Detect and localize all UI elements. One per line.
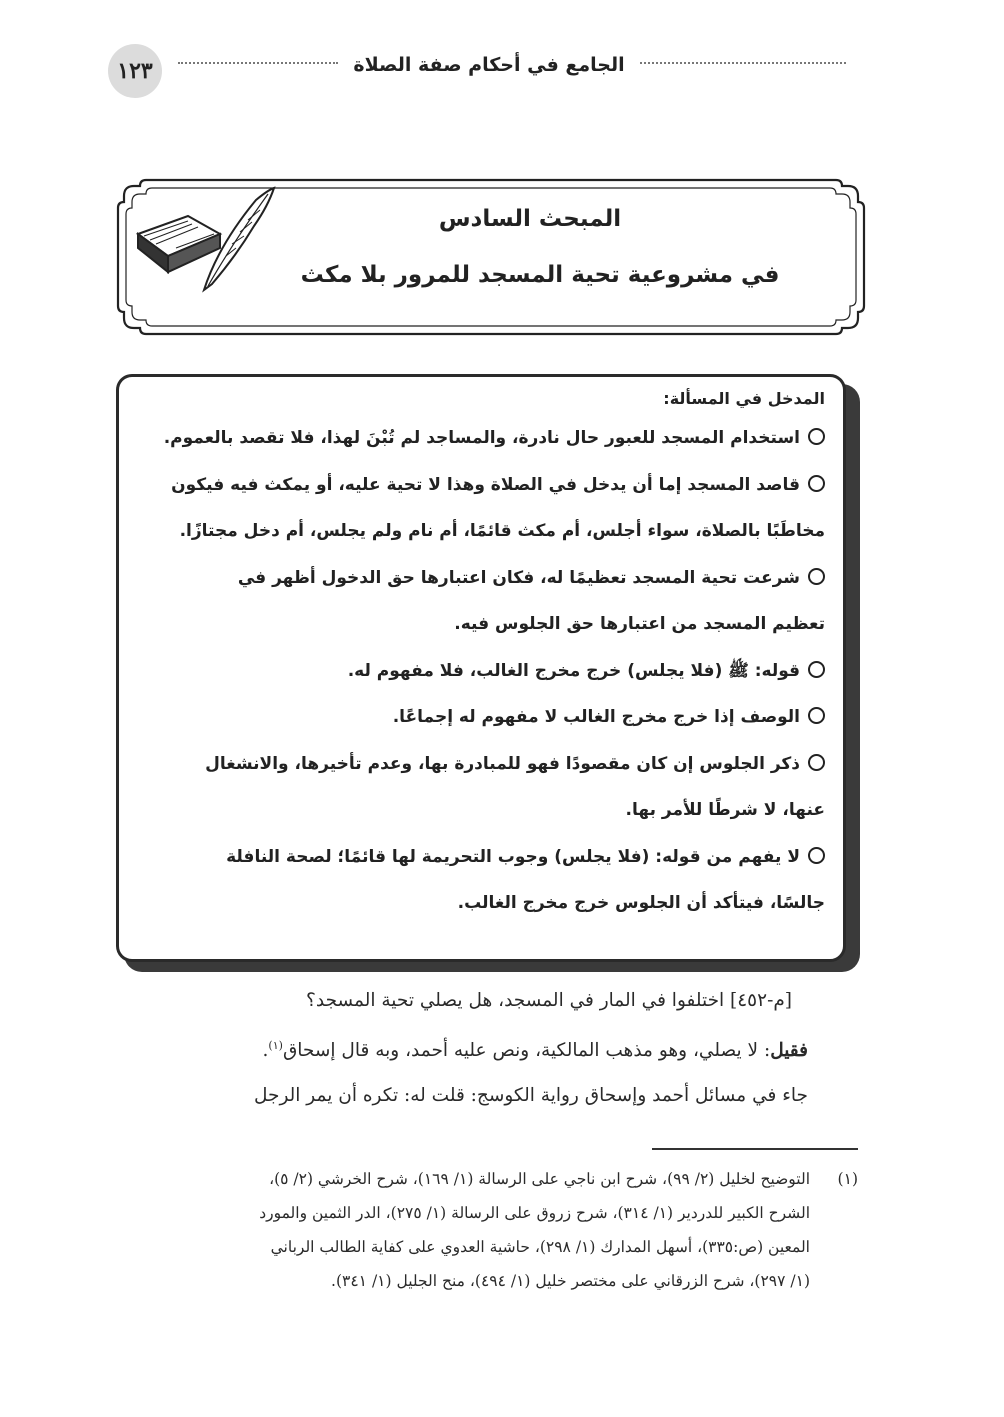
intro-box (116, 374, 846, 962)
footnote-line: التوضيح لخليل (٢/ ٩٩)، شرح ابن ناجي على الرسالة (١/ ١٦٩)، شرح الخرشي (٢/ ٥)، (269, 1170, 810, 1188)
intro-item-text: قوله: ﷺ (فلا يجلس) خرج مخرج الغالب، فلا مفهوم له. (347, 660, 800, 681)
body-paragraph: [م-٤٥٢] اختلفوا في المار في المسجد، هل يصلي تحية المسجد؟ (306, 990, 792, 1011)
header-dotted-line-right (640, 62, 846, 64)
chapter-subtitle: في مشروعية تحية المسجد للمرور بلا مكث (300, 262, 780, 288)
page-number: ١٢٣ (108, 44, 162, 98)
circle-bullet-icon (808, 847, 825, 864)
intro-item-text: مخاطَبًا بالصلاة، سواء أجلس، أم مكث قائمًا، أم نام ولم يجلس، أم دخل مجتازًا. (179, 521, 825, 541)
body-text-span: : لا يصلي، وهو مذهب المالكية، ونص عليه أحمد، وبه قال إسحاق (282, 1040, 771, 1062)
body-text (128, 978, 808, 1118)
body-paragraph: جاء في مسائل أحمد وإسحاق رواية الكوسج: قلت له: تكره أن يمر الرجل (254, 1085, 808, 1107)
intro-item (135, 555, 825, 648)
intro-item-text: ذكر الجلوس إن كان مقصودًا فهو للمبادرة بها، وعدم تأخيرها، والانشغال (205, 753, 800, 774)
intro-item (135, 741, 825, 834)
intro-item-text: عنها، لا شرطًا للأمر بها. (625, 800, 825, 820)
chapter-title: المبحث السادس (438, 206, 622, 232)
intro-item (135, 462, 825, 555)
body-paragraph (128, 1023, 808, 1073)
intro-heading: المدخل في المسألة: (663, 389, 825, 408)
running-header-title: الجامع في أحكام صفة الصلاة (353, 54, 625, 76)
circle-bullet-icon (808, 707, 825, 724)
intro-item-text: جالسًا، فيتأكد أن الجلوس خرج مخرج الغالب. (457, 893, 825, 913)
intro-item (135, 415, 825, 462)
intro-item-text: شرعت تحية المسجد تعظيمًا له، فكان اعتبارها حق الدخول أظهر في (237, 567, 800, 588)
book-quill-icon (128, 186, 278, 296)
intro-item-text: الوصف إذا خرج مخرج الغالب لا مفهوم له إجماعًا. (392, 707, 800, 727)
footnote-line: (١/ ٢٩٧)، شرح الزرقاني على مختصر خليل (١/ ٤٩٤)، منح الجليل (١/ ٣٤١). (331, 1272, 810, 1290)
footnote (108, 1162, 858, 1298)
body-text-span: . (262, 1040, 269, 1062)
intro-item (135, 648, 825, 695)
circle-bullet-icon (808, 568, 825, 585)
intro-item-text: لا يفهم من قوله: (فلا يجلس) وجوب التحريمة لها قائمًا؛ لصحة النافلة (226, 846, 800, 867)
intro-item-text: استخدام المسجد للعبور حال نادرة، والمساجد لم تُبْنَ لهذا، فلا تقصد بالعموم. (163, 428, 800, 448)
intro-item (135, 694, 825, 741)
circle-bullet-icon (808, 661, 825, 678)
footnote-reference[interactable]: (١) (268, 1039, 283, 1052)
circle-bullet-icon (808, 475, 825, 492)
intro-item-text: تعظيم المسجد من اعتبارها حق الجلوس فيه. (454, 614, 825, 634)
header-dotted-line-left (178, 62, 338, 64)
intro-item (135, 834, 825, 927)
footnote-line: الشرح الكبير للدردير (١/ ٣١٤)، شرح زروق على الرسالة (١/ ٢٧٥)، الدر الثمين والمورد (259, 1204, 810, 1222)
footnote-marker: (١) (837, 1170, 858, 1188)
circle-bullet-icon (808, 754, 825, 771)
intro-item-text: قاصد المسجد إما أن يدخل في الصلاة وهذا لا تحية عليه، أو يمكث فيه فيكون (171, 474, 800, 495)
circle-bullet-icon (808, 428, 825, 445)
bold-term: فقيل (770, 1040, 808, 1062)
footnote-line: المعين (ص:٣٣٥)، أسهل المدارك (١/ ٢٩٨)، حاشية العدوي على كفاية الطالب الرباني (270, 1238, 810, 1256)
footnote-separator (652, 1148, 858, 1150)
